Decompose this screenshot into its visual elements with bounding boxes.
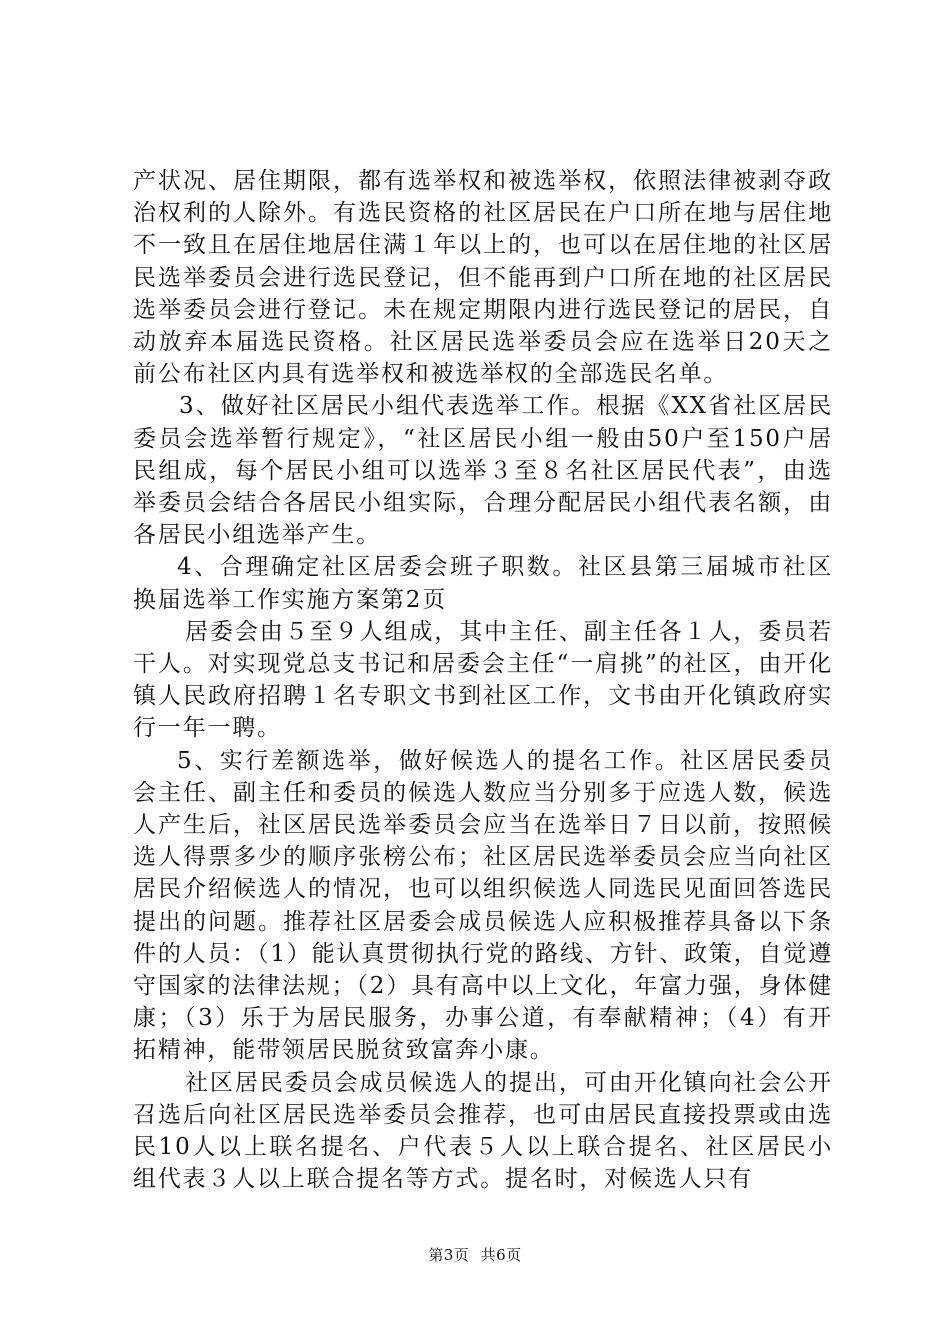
document-body xyxy=(133,165,833,1196)
page-footer xyxy=(0,1244,950,1265)
paragraph-committee-size: 4、合理确定社区居委会班子职数。社区县第三届城市社区换届选举工作实施方案第2页 xyxy=(133,554,833,613)
page-number: 第3页 xyxy=(428,1246,470,1264)
paragraph-committee-composition: 居委会由５至９人组成，其中主任、副主任各１人，委员若干人。对实现党总支书记和居委会主任“一肩挑”的社区，由开化镇人民政府招聘１名专职文书到社区工作，文书由开化镇政府实行一年一聘。 xyxy=(133,618,833,742)
page-total: 共6页 xyxy=(480,1246,522,1264)
paragraph-group-representatives: 3、做好社区居民小组代表选举工作。根据《XX省社区居民委员会选举暂行规定》，“社区居民小组一般由50户至150户居民组成，每个居民小组可以选举３至８名社区居民代表”，由选举委员会结合各居民小组实际，合理分配居民小组代表名额，由各居民小组选举产生。 xyxy=(133,393,833,549)
paragraph-candidate-nomination: 社区居民委员会成员候选人的提出，可由开化镇向社会公开召选后向社区居民选举委员会推荐，也可由居民直接投票或由选民10人以上联名提名、户代表５人以上联合提名、社区居民小组代表３人以上联合提名等方式。提名时，对候选人只有 xyxy=(133,1069,833,1193)
paragraph-competitive-election: 5、实行差额选举，做好候选人的提名工作。社区居民委员会主任、副主任和委员的候选人数应当分别多于应选人数，候选人产生后，社区居民选举委员会应当在选举日７日以前，按照候选人得票多少的顺序张榜公布；社区居民选举委员会应当向社区居民介绍候选人的情况，也可以组织候选人同选民见面回答选民提出的问题。推荐社区居委会成员候选人应积极推荐具备以下条件的人员：（1）能认真贯彻执行党的路线、方针、政策，自觉遵守国家的法律法规；（2）具有高中以上文化，年富力强，身体健康；（3）乐于为居民服务，办事公道，有奉献精神；（4）有开拓精神，能带领居民脱贫致富奔小康。 xyxy=(133,747,833,1064)
paragraph-voter-eligibility: 产状况、居住期限，都有选举权和被选举权，依照法律被剥夺政治权利的人除外。有选民资格的社区居民在户口所在地与居住地不一致且在居住地居住满１年以上的，也可以在居住地的社区居民选举委员会进行选民登记，但不能再到户口所在地的社区居民选举委员会进行登记。未在规定期限内进行选民登记的居民，自动放弃本届选民资格。社区居民选举委员会应在选举日20天之前公布社区内具有选举权和被选举权的全部选民名单。 xyxy=(133,168,833,388)
